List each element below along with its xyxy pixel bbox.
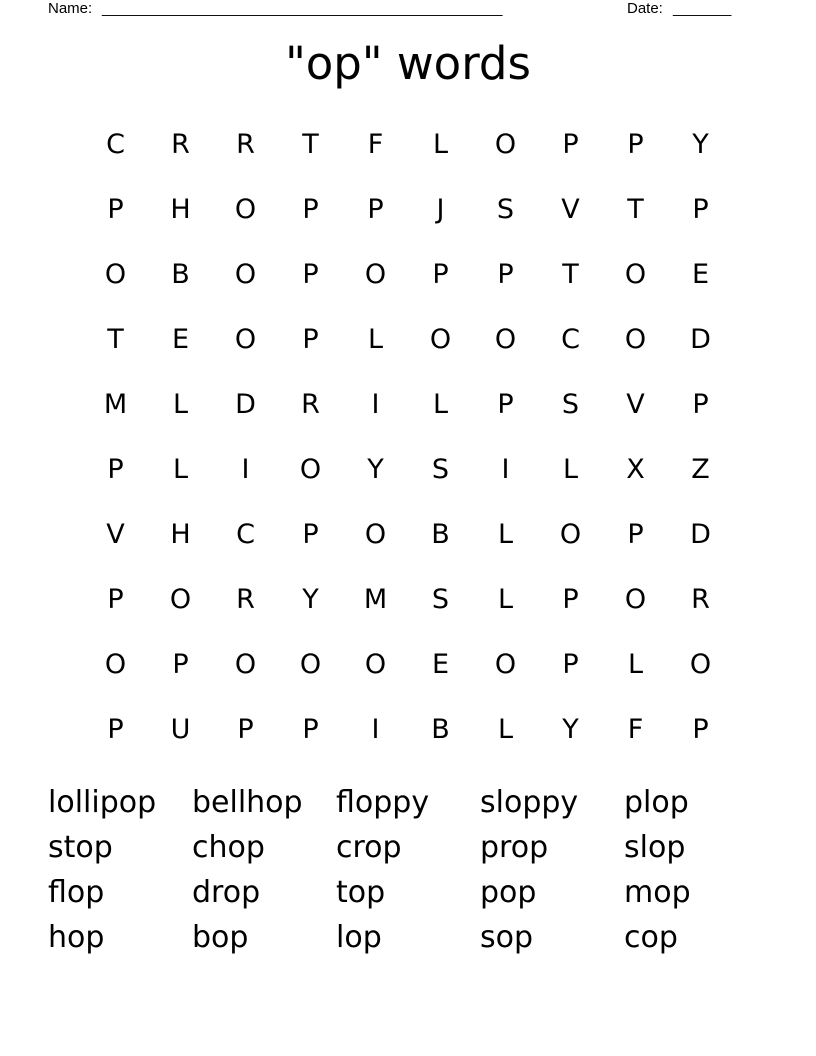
name-label: Name:: [48, 0, 93, 17]
grid-letter: P: [627, 519, 644, 550]
grid-letter: L: [562, 454, 579, 485]
grid-letter: R: [236, 129, 255, 160]
grid-letter: J: [436, 194, 445, 225]
date-label: Date:: [627, 0, 663, 17]
word-list-item: plop: [624, 785, 689, 820]
word-list-item: slop: [624, 830, 686, 865]
word-list-item: lop: [336, 920, 382, 955]
grid-letter: P: [692, 194, 709, 225]
grid-letter: M: [363, 584, 388, 615]
grid-letter: P: [692, 389, 709, 420]
grid-letter: F: [627, 714, 644, 745]
grid-letter: L: [627, 649, 644, 680]
date-blank-line: _______: [673, 0, 732, 17]
grid-letter: O: [494, 129, 517, 160]
grid-letter: Z: [691, 454, 710, 485]
grid-letter: O: [104, 649, 127, 680]
grid-letter: R: [691, 584, 710, 615]
grid-letter: P: [107, 714, 124, 745]
grid-letter: I: [501, 454, 510, 485]
grid-letter: P: [562, 129, 579, 160]
grid-letter: L: [497, 714, 514, 745]
grid-letter: P: [107, 194, 124, 225]
grid-letter: R: [171, 129, 190, 160]
grid-letter: P: [692, 714, 709, 745]
grid-letter: O: [234, 194, 257, 225]
word-list-item: pop: [480, 875, 537, 910]
grid-letter: Y: [692, 129, 709, 160]
word-list-item: mop: [624, 875, 691, 910]
grid-letter: S: [431, 584, 450, 615]
grid-letter: O: [169, 584, 192, 615]
grid-letter: B: [171, 259, 190, 290]
grid-letter: P: [562, 649, 579, 680]
grid-letter: U: [170, 714, 191, 745]
grid-letter: P: [107, 454, 124, 485]
grid-letter: O: [494, 324, 517, 355]
grid-letter: P: [107, 584, 124, 615]
grid-letter: T: [627, 194, 644, 225]
grid-letter: O: [234, 649, 257, 680]
grid-letter: P: [497, 389, 514, 420]
grid-letter: O: [234, 324, 257, 355]
grid-letter: I: [371, 714, 380, 745]
word-list-item: sop: [480, 920, 534, 955]
grid-letter: P: [172, 649, 189, 680]
grid-letter: O: [364, 259, 387, 290]
grid-letter: L: [497, 584, 514, 615]
worksheet-header: [48, 0, 748, 20]
grid-letter: O: [429, 324, 452, 355]
word-list-item: cop: [624, 920, 678, 955]
word-list-item: stop: [48, 830, 113, 865]
grid-letter: O: [624, 324, 647, 355]
word-list-item: chop: [192, 830, 265, 865]
grid-letter: O: [559, 519, 582, 550]
grid-letter: H: [170, 194, 191, 225]
grid-letter: L: [172, 389, 189, 420]
grid-letter: B: [431, 714, 450, 745]
name-blank-line: ________________________________________________: [102, 0, 503, 17]
grid-letter: C: [561, 324, 580, 355]
grid-letter: P: [302, 194, 319, 225]
grid-letter: P: [432, 259, 449, 290]
word-list-item: sloppy: [480, 785, 579, 820]
word-list-item: top: [336, 875, 386, 910]
word-list-item: hop: [48, 920, 105, 955]
word-list-item: crop: [336, 830, 402, 865]
grid-letter: V: [626, 389, 645, 420]
grid-letter: O: [689, 649, 712, 680]
grid-letter: E: [431, 649, 450, 680]
grid-letter: Y: [302, 584, 319, 615]
grid-letter: P: [627, 129, 644, 160]
grid-letter: P: [302, 714, 319, 745]
grid-letter: S: [561, 389, 580, 420]
grid-letter: O: [299, 649, 322, 680]
grid-letter: D: [235, 389, 256, 420]
grid-letter: R: [301, 389, 320, 420]
grid-letter: P: [562, 584, 579, 615]
word-search-grid: [83, 112, 733, 762]
word-list-item: lollipop: [48, 785, 157, 820]
grid-letter: S: [496, 194, 515, 225]
grid-letter: Y: [367, 454, 384, 485]
grid-letter: E: [691, 259, 710, 290]
grid-letter: T: [302, 129, 319, 160]
grid-letter: P: [302, 324, 319, 355]
grid-letter: O: [299, 454, 322, 485]
grid-letter: O: [234, 259, 257, 290]
word-list: [48, 780, 768, 960]
grid-letter: D: [690, 324, 711, 355]
grid-letter: T: [107, 324, 124, 355]
grid-letter: T: [562, 259, 579, 290]
grid-letter: P: [302, 519, 319, 550]
grid-letter: L: [432, 389, 449, 420]
grid-letter: C: [106, 129, 125, 160]
grid-letter: O: [104, 259, 127, 290]
grid-letter: V: [106, 519, 125, 550]
grid-letter: O: [364, 649, 387, 680]
grid-letter: R: [236, 584, 255, 615]
word-list-item: drop: [192, 875, 261, 910]
grid-letter: Y: [562, 714, 579, 745]
word-list-item: prop: [480, 830, 549, 865]
grid-letter: X: [626, 454, 645, 485]
grid-letter: V: [561, 194, 580, 225]
grid-letter: I: [371, 389, 380, 420]
grid-letter: O: [624, 584, 647, 615]
grid-letter: L: [172, 454, 189, 485]
grid-letter: F: [367, 129, 384, 160]
grid-letter: L: [497, 519, 514, 550]
grid-letter: S: [431, 454, 450, 485]
grid-letter: C: [236, 519, 255, 550]
grid-letter: B: [431, 519, 450, 550]
word-list-item: bop: [192, 920, 249, 955]
grid-letter: P: [237, 714, 254, 745]
word-list-item: flop: [48, 875, 105, 910]
page-title: "op" words: [285, 37, 531, 90]
grid-letter: L: [432, 129, 449, 160]
grid-letter: I: [241, 454, 250, 485]
word-list-item: bellhop: [192, 785, 303, 820]
grid-letter: O: [624, 259, 647, 290]
grid-letter: P: [367, 194, 384, 225]
grid-letter: H: [170, 519, 191, 550]
grid-letter: P: [302, 259, 319, 290]
grid-letter: M: [103, 389, 128, 420]
word-list-item: floppy: [336, 785, 430, 820]
grid-letter: P: [497, 259, 514, 290]
grid-letter: O: [494, 649, 517, 680]
grid-letter: D: [690, 519, 711, 550]
grid-letter: O: [364, 519, 387, 550]
grid-letter: E: [171, 324, 190, 355]
grid-letter: L: [367, 324, 384, 355]
